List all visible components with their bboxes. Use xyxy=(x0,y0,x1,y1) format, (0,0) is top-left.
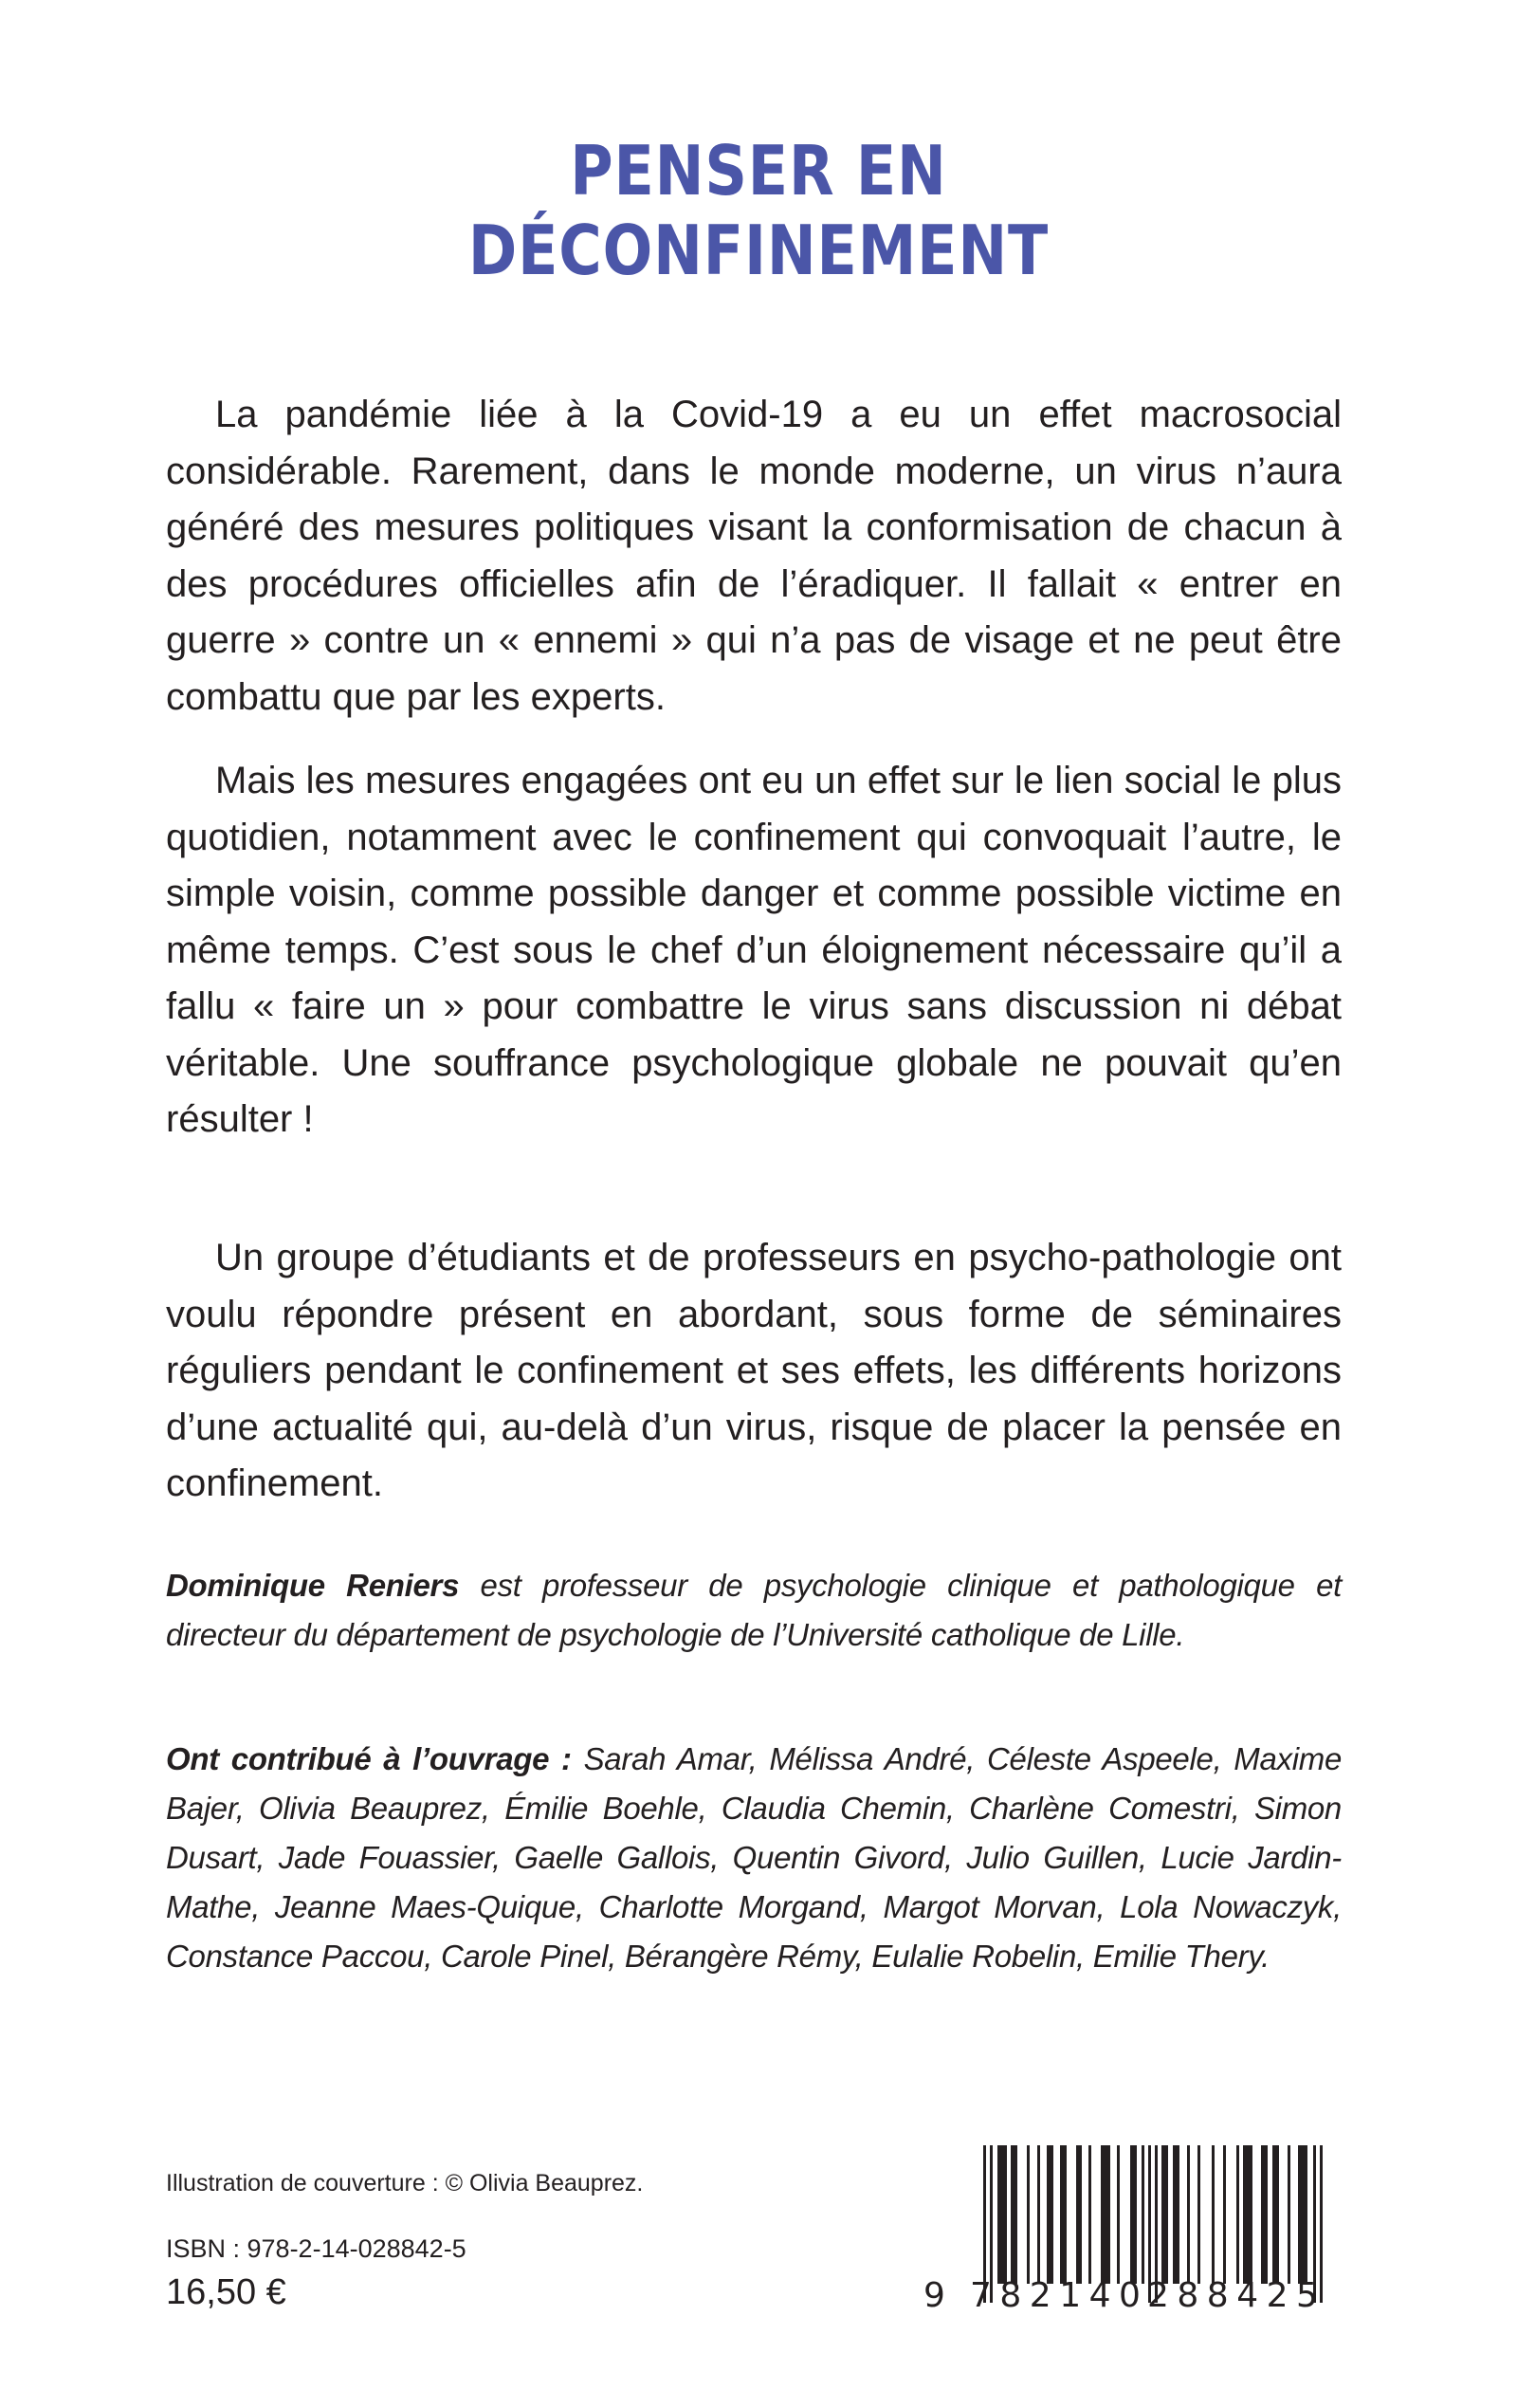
barcode-first-digit: 9 xyxy=(923,2276,954,2315)
book-title xyxy=(106,131,1411,290)
illustration-credit: Illustration de couverture : © Olivia Beauprez. xyxy=(166,2170,644,2197)
author-name: Dominique Reniers xyxy=(166,1568,460,1603)
price: 16,50 € xyxy=(166,2272,286,2312)
title-line-2: DÉCONFINEMENT xyxy=(467,211,1050,290)
barcode-left-digits: 782140 xyxy=(970,2276,1149,2315)
title-line-1: PENSER EN xyxy=(570,131,947,211)
blurb-paragraph-text: Mais les mesures engagées ont eu un effet sur le lien social le plus quotidien, notamment avec le confinement qui convoquait l’autre, le simple voisin, comme possible danger et comme possible victime en même temps. C’est sous le chef d’un éloignement nécessaire qu’il a fallu « faire un » pour combattre le virus sans discussion ni débat véritable. Une souffrance psychologique globale ne pouvait qu’en résulter ! xyxy=(166,760,1342,1140)
contributors-label: Ont contribué à l’ouvrage : xyxy=(166,1741,572,1776)
contributors-names: Sarah Amar, Mélissa André, Céleste Aspeele, Maxime Bajer, Olivia Beauprez, Émilie Boehle, Claudia Chemin, Charlène Comestri, Simon Dusart, Jade Fouassier, Gaelle Gallois, Quentin Givord, Julio Guillen, Lucie Jardin-Mathe, Jeanne Maes-Quique, Charlotte Morgand, Margot Morvan, Lola Nowaczyk, Constance Paccou, Carole Pinel, Bérangère Rémy, Eulalie Robelin, Emilie Thery. xyxy=(166,1741,1343,1974)
blurb-paragraph-2 xyxy=(166,753,1342,1149)
blurb-paragraph-3 xyxy=(166,1230,1342,1513)
author-bio xyxy=(166,1561,1342,1660)
barcode-right-digits: 288425 xyxy=(1147,2276,1326,2315)
author-bio-text: est professeur de psychologie clinique et pathologique et directeur du département de psychologie de l’Université catholique de Lille. xyxy=(166,1568,1343,1652)
blurb-paragraph-1 xyxy=(166,387,1342,726)
blurb-paragraph-text: Un groupe d’étudiants et de professeurs en psycho-pathologie ont voulu répondre présent en abordant, sous forme de séminaires réguliers pendant le confinement et ses effets, les différents horizons d’une actualité qui, au-delà d’un virus, risque de placer la pensée en confinement. xyxy=(166,1237,1342,1504)
contributors xyxy=(166,1735,1342,1981)
isbn: ISBN : 978-2-14-028842-5 xyxy=(166,2234,466,2263)
blurb-paragraph-text: La pandémie liée à la Covid-19 a eu un effet macrosocial considérable. Rarement, dans le monde moderne, un virus n’aura généré des mesures politiques visant la conformisation de chacun à des procédures officielles afin de l’éradiquer. Il fallait « entrer en guerre » contre un « ennemi » qui n’a pas de visage et ne peut être combattu que par les experts. xyxy=(166,394,1342,718)
